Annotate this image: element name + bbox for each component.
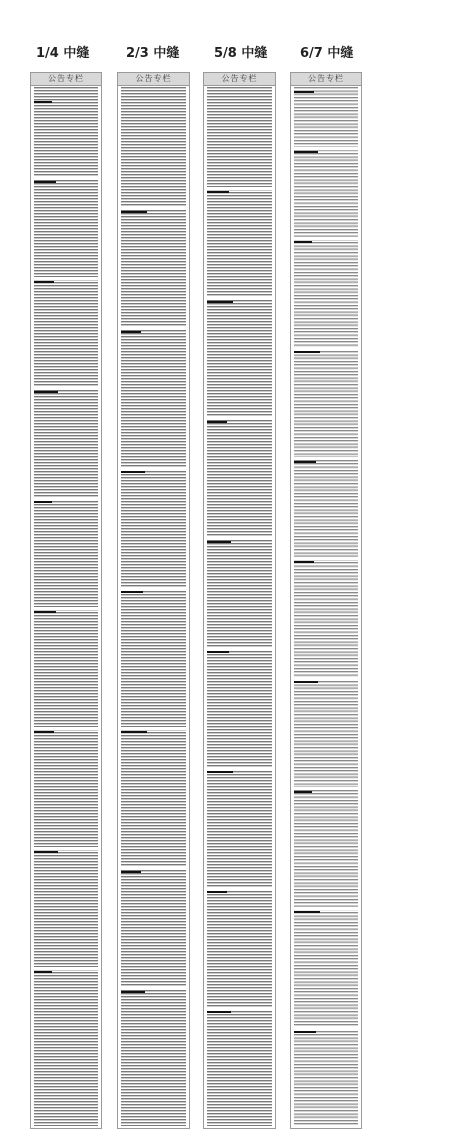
column-label-6-7: 6/7 中缝: [300, 46, 354, 61]
gutter-column-5-8: [203, 72, 276, 1129]
gutter-column-6-7: [290, 72, 362, 1129]
notice-text-body: [34, 87, 98, 1126]
notice-text-body: [294, 87, 358, 1126]
column-header: 公告专栏: [204, 73, 275, 86]
column-header: 公告专栏: [291, 73, 361, 86]
column-header: 公告专栏: [31, 73, 101, 86]
column-header: 公告专栏: [118, 73, 189, 86]
column-label-2-3: 2/3 中缝: [126, 46, 180, 61]
gutter-column-1-4: [30, 72, 102, 1129]
column-label-5-8: 5/8 中缝: [214, 46, 268, 61]
gutter-column-2-3: [117, 72, 190, 1129]
notice-text-body: [121, 87, 186, 1126]
column-label-1-4: 1/4 中缝: [36, 46, 90, 61]
notice-text-body: [207, 87, 272, 1126]
